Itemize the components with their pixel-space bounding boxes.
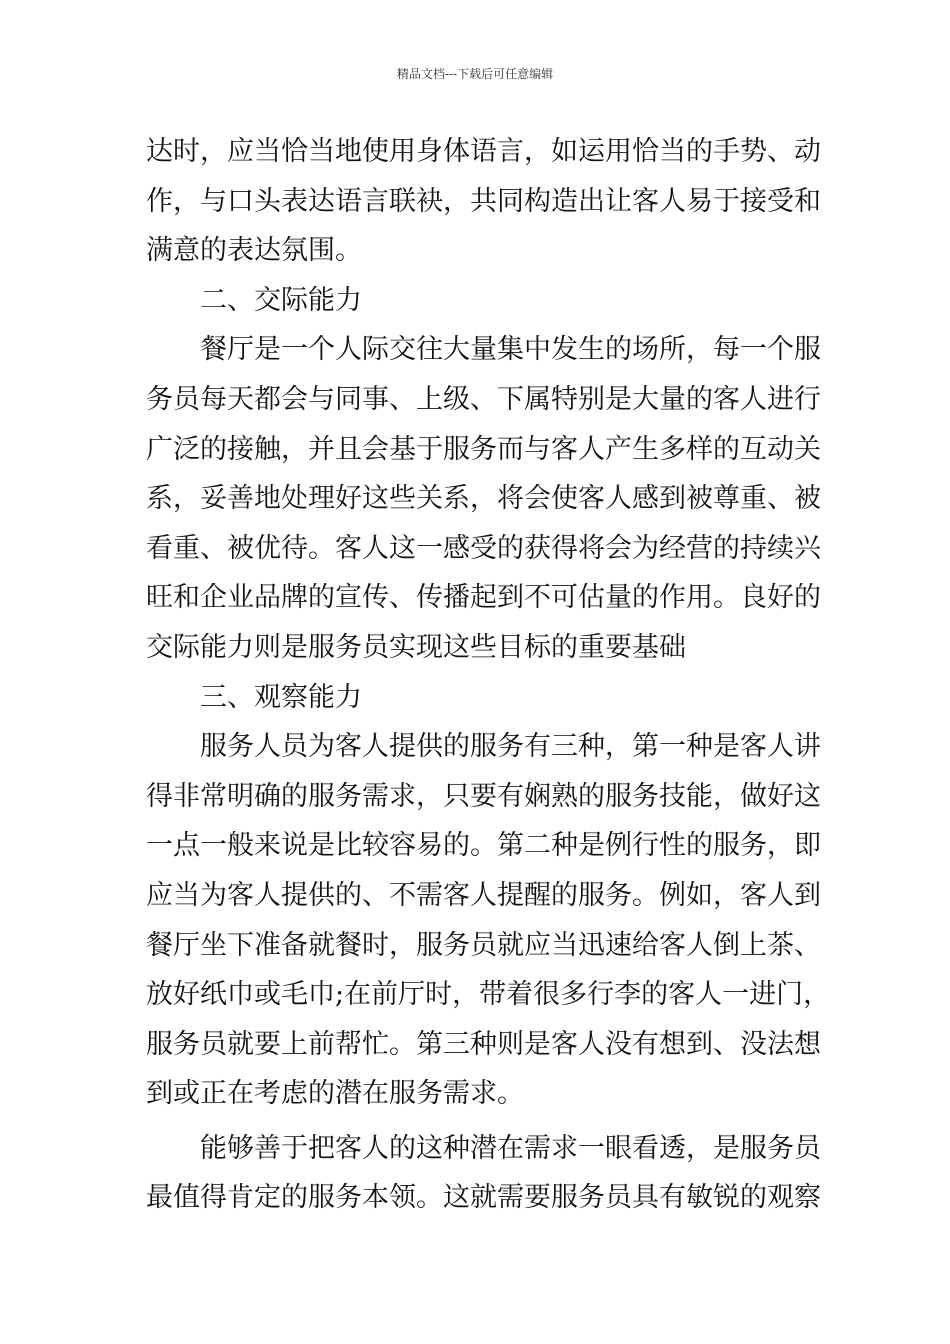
text-line: 达时，应当恰当地使用身体语言，如运用恰当的手势、动	[146, 136, 821, 167]
text-line: 服务人员为客人提供的服务有三种，第一种是客人讲	[200, 731, 821, 763]
section-heading: 三、观察能力	[200, 681, 362, 713]
text-line: 餐厅是一个人际交往大量集中发生的场所，每一个服	[200, 334, 821, 366]
text-line: 服务员就要上前帮忙。第三种则是客人没有想到、没法想	[146, 1028, 821, 1060]
text-line: 看重、被优待。客人这一感受的获得将会为经营的持续兴	[146, 532, 821, 564]
text-line: 放好纸巾或毛巾;在前厅时，带着很多行李的客人一进门，	[146, 979, 831, 1011]
document-body	[146, 127, 831, 1223]
text-line: 务员每天都会与同事、上级、下属特别是大量的客人进行	[146, 383, 821, 415]
text-line: 到或正在考虑的潜在服务需求。	[146, 1078, 524, 1110]
text-line: 一点一般来说是比较容易的。第二种是例行性的服务，即	[146, 830, 821, 862]
section-heading: 二、交际能力	[200, 284, 362, 316]
text-line: 作，与口头表达语言联袂，共同构造出让客人易于接受和	[146, 185, 821, 217]
text-line: 系，妥善地处理好这些关系，将会使客人感到被尊重、被	[146, 483, 821, 515]
text-line: 广泛的接触，并且会基于服务而与客人产生多样的互动关	[146, 433, 821, 465]
text-line: 旺和企业品牌的宣传、传播起到不可估量的作用。良好的	[146, 582, 821, 614]
page-header: 精品文档---下载后可任意编辑	[396, 67, 554, 81]
text-line: 满意的表达氛围。	[146, 235, 362, 267]
text-line: 交际能力则是服务员实现这些目标的重要基础	[146, 631, 686, 663]
text-line: 应当为客人提供的、不需客人提醒的服务。例如，客人到	[146, 879, 821, 911]
text-line: 能够善于把客人的这种潜在需求一眼看透，是服务员	[200, 1132, 821, 1164]
text-line: 最值得肯定的服务本领。这就需要服务员具有敏锐的观察	[146, 1182, 821, 1214]
text-line: 餐厅坐下准备就餐时，服务员就应当迅速给客人倒上茶、	[146, 929, 821, 961]
text-line: 得非常明确的服务需求，只要有娴熟的服务技能，做好这	[146, 780, 821, 812]
